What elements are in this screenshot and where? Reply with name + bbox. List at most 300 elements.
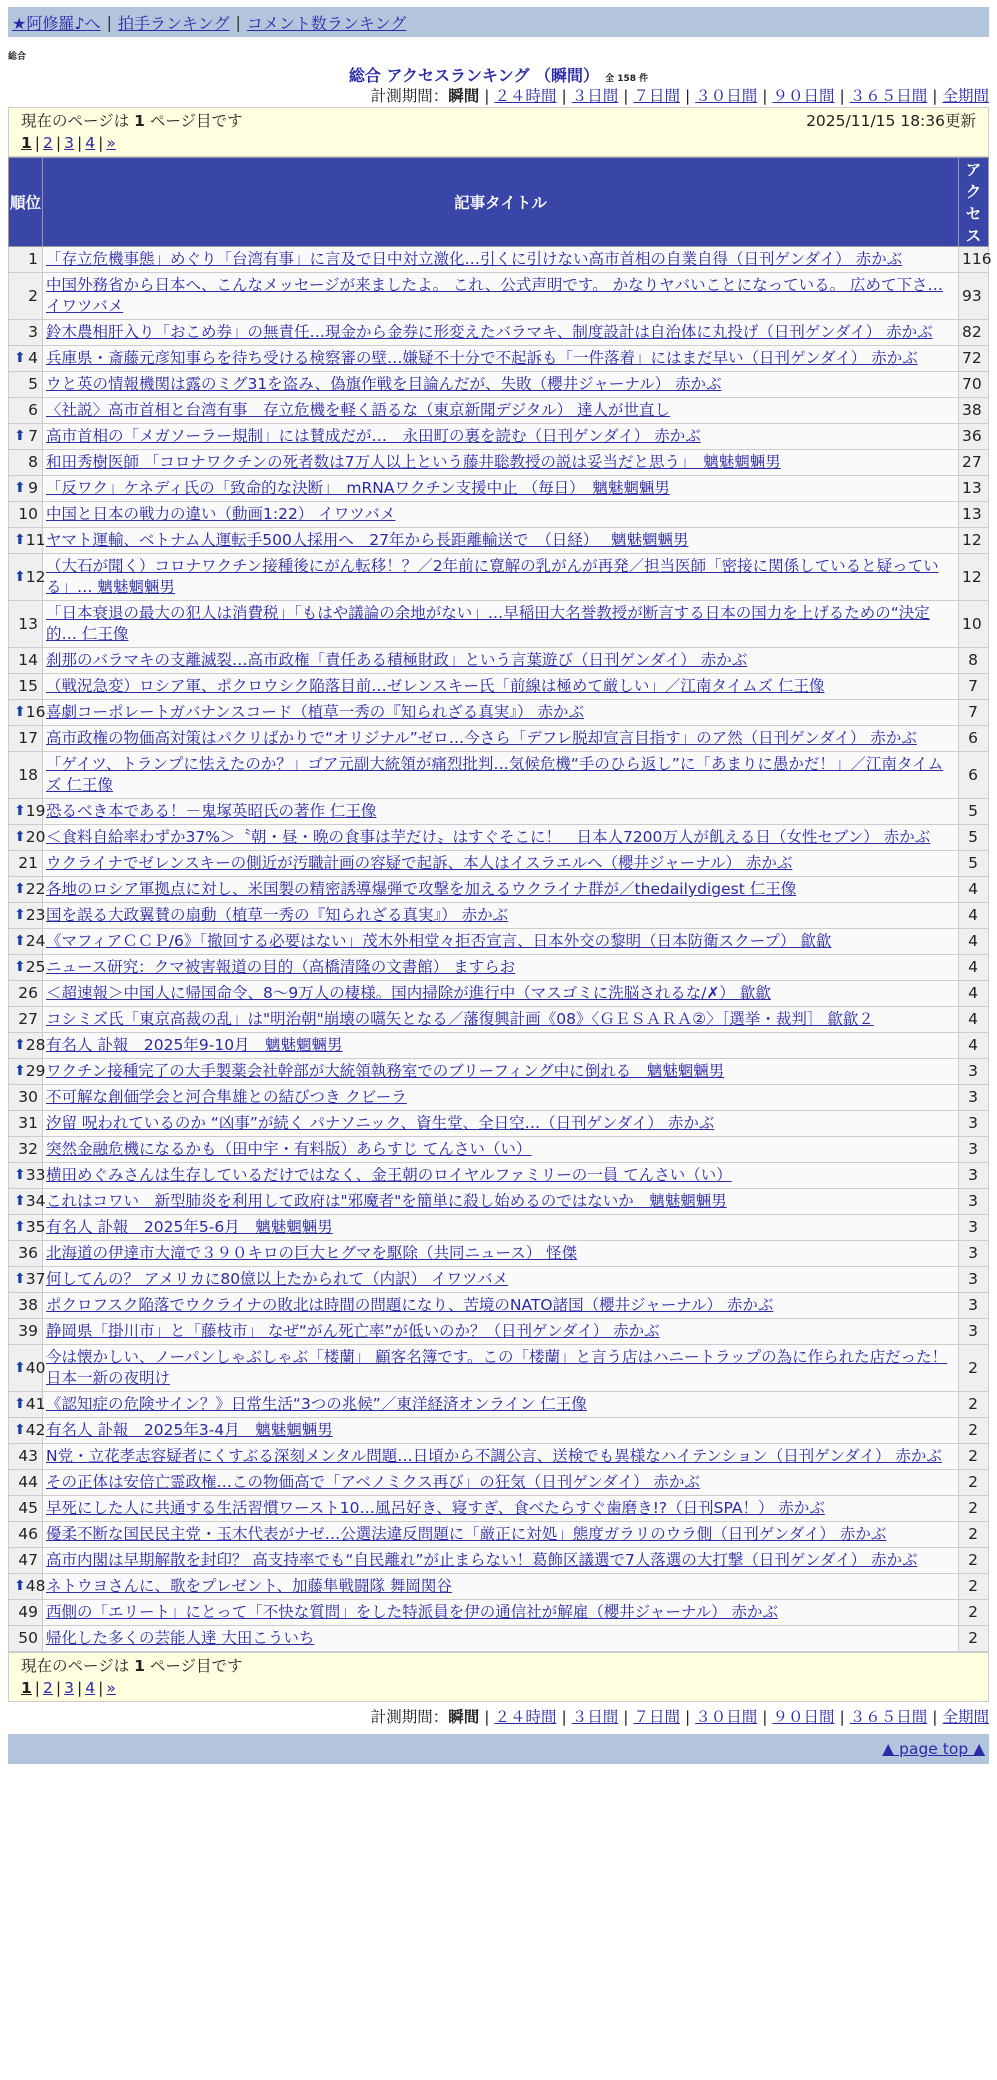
rank-cell [9, 1522, 43, 1548]
article-link[interactable]: 恐るべき本である！－鬼塚英昭氏の著作 仁王像 [46, 802, 377, 820]
period-option[interactable]: ３日間 [571, 1708, 619, 1726]
title-cell [43, 1496, 959, 1522]
table-row [9, 554, 989, 601]
title-cell [43, 726, 959, 752]
arrow-up-icon: ⬆ [14, 907, 26, 923]
title-cell [43, 825, 959, 851]
title-cell [43, 674, 959, 700]
access-count: 2 [959, 1345, 989, 1392]
access-count: 72 [959, 346, 989, 372]
article-link[interactable]: 北海道の伊達市大滝で３９０キロの巨大ヒグマを駆除（共同ニュース） 怪傑 [46, 1244, 578, 1262]
bottom-bar [8, 1734, 989, 1764]
title-cell [43, 1033, 959, 1059]
access-count: 5 [959, 851, 989, 877]
nav-clap-ranking-link[interactable]: 拍手ランキング [117, 13, 230, 33]
access-count: 3 [959, 1189, 989, 1215]
rank-cell [9, 502, 43, 528]
rank-number: 41 [25, 1395, 46, 1413]
rank-number: 10 [18, 505, 38, 523]
page-separator: | [98, 1679, 104, 1697]
rank-number: 43 [18, 1447, 38, 1465]
rank-cell [9, 955, 46, 981]
title-cell [43, 1470, 959, 1496]
page-link[interactable]: 4 [85, 1679, 96, 1697]
period-selector [8, 1702, 989, 1728]
table-row [9, 1111, 989, 1137]
period-option[interactable]: ９０日間 [772, 87, 835, 105]
nav-separator: | [235, 12, 241, 32]
article-link[interactable]: 鈴木農相肝入り「おこめ券」の無責任…現金から金券に形変えたバラマキ、制度設計は自治体に丸投げ（日刊ゲンダイ） 赤かぶ [46, 323, 933, 341]
title-cell [43, 1293, 959, 1319]
title-cell [43, 851, 959, 877]
table-row [9, 247, 989, 273]
rank-number: 27 [18, 1010, 38, 1028]
rank-number: 30 [18, 1088, 38, 1106]
table-row [9, 320, 989, 346]
access-count: 12 [959, 554, 989, 601]
header-rank: 順位 [9, 158, 43, 247]
access-count: 6 [959, 752, 989, 799]
article-link[interactable]: 「ゲイツ、トランプに怯えたのか？」ゴア元副大統領が痛烈批判…気候危機“手のひら返し”に「あまりに愚かだ！」／江南タイムズ 仁王像 [46, 755, 944, 794]
title-cell [43, 273, 959, 320]
rank-number: 8 [28, 453, 38, 471]
table-row [9, 502, 989, 528]
arrow-up-icon: ⬆ [14, 568, 26, 585]
arrow-up-icon: ⬆ [14, 480, 26, 496]
rank-cell [9, 877, 46, 903]
title-cell [43, 903, 959, 929]
article-link[interactable]: その正体は安倍亡霊政権…この物価高で「アベノミクス再び」の狂気（日刊ゲンダイ） 赤かぶ [46, 1473, 700, 1491]
rank-cell [9, 1496, 43, 1522]
page-separator: | [77, 134, 83, 152]
title-cell [43, 1319, 959, 1345]
access-count: 4 [959, 981, 989, 1007]
table-row [9, 955, 989, 981]
nav-separator: | [106, 12, 112, 32]
rank-number: 44 [18, 1473, 38, 1491]
table-row [9, 398, 989, 424]
rank-number: 24 [25, 932, 46, 950]
rank-number: 48 [25, 1577, 46, 1595]
title-cell [43, 528, 959, 554]
rank-cell [9, 903, 46, 929]
table-row [9, 799, 989, 825]
nav-comment-ranking-link[interactable]: コメント数ランキング [246, 13, 407, 33]
rank-cell [9, 247, 43, 273]
article-link[interactable]: 高市首相の「メガソーラー規制」には賛成だが… 永田町の裏を読む（日刊ゲンダイ） 赤かぶ [46, 427, 701, 445]
page-title: 総合 アクセスランキング （瞬間） [348, 66, 600, 85]
access-count: 4 [959, 1033, 989, 1059]
rank-cell [9, 929, 46, 955]
rank-cell [9, 1600, 43, 1626]
pagination [21, 132, 976, 154]
table-row [9, 648, 989, 674]
rank-cell [9, 1574, 46, 1600]
article-link[interactable]: ウと英の情報機関は露のミグ31を盗み、偽旗作戦を目論んだが、失敗（櫻井ジャーナル） 赤かぶ [46, 375, 722, 393]
rank-number: 15 [18, 677, 38, 695]
title-cell [43, 1215, 959, 1241]
title-cell [43, 1189, 959, 1215]
rank-number: 25 [25, 958, 46, 976]
current-page-text: 現在のページは 1 ページ目です [21, 1657, 243, 1675]
rank-number: 36 [18, 1244, 38, 1262]
access-count: 2 [959, 1522, 989, 1548]
period-separator: | [484, 1708, 490, 1726]
article-link[interactable]: ネトウヨさんに、歌をプレゼント、加藤隼戦闘隊 舞岡関谷 [46, 1577, 452, 1595]
rank-number: 49 [18, 1603, 38, 1621]
article-link[interactable]: ワクチン接種完了の大手製薬会社幹部が大統領執務室でのブリーフィング中に倒れる 魑魅魍魎男 [46, 1062, 725, 1080]
article-link[interactable]: 刹那のバラマキの支離滅裂…高市政権「責任ある積極財政」という言葉遊び（日刊ゲンダイ） 赤かぶ [46, 651, 748, 669]
table-row [9, 346, 989, 372]
table-row [9, 1418, 989, 1444]
arrow-up-icon: ⬆ [14, 428, 26, 444]
access-count: 2 [959, 1496, 989, 1522]
title-cell [43, 1007, 959, 1033]
arrow-up-icon: ⬆ [14, 1037, 26, 1053]
article-link[interactable]: 中国と日本の戦力の違い（動画1:22） イワツバメ [46, 505, 396, 523]
period-option[interactable]: ７日間 [633, 87, 680, 105]
article-link[interactable]: 〈社説〉高市首相と台湾有事 存立危機を軽く語るな（東京新聞デジタル） 達人が世直し [46, 401, 671, 419]
updated-timestamp: 2025/11/15 18:36更新 [806, 112, 976, 130]
article-link[interactable]: 和田秀樹医師 「コロナワクチンの死者数は7万人以上という藤井聡教授の説は妥当だと思う」 魑魅魍魎男 [46, 453, 781, 471]
article-link[interactable]: これはコワい 新型肺炎を利用して政府は"邪魔者"を簡単に殺し始めるのではないか 魑魅魍魎男 [46, 1192, 727, 1210]
rank-cell [9, 320, 43, 346]
table-row [9, 700, 989, 726]
rank-number: 4 [28, 349, 38, 367]
article-link[interactable]: 有名人 訃報 2025年9-10月 魑魅魍魎男 [46, 1036, 343, 1054]
rank-cell [9, 1241, 43, 1267]
title-cell [43, 1522, 959, 1548]
title-cell [43, 372, 959, 398]
access-count: 3 [959, 1163, 989, 1189]
article-link[interactable]: 優柔不断な国民民主党・玉木代表がナゼ…公選法違反問題に「厳正に対処」態度ガラリのウラ側（日刊ゲンダイ） 赤かぶ [46, 1525, 887, 1543]
article-link[interactable]: ＜超速報＞中国人に帰国命令、8～9万人の棲様。国内掃除が進行中（マスゴミに洗脳されるな/✗） 歙歙 [46, 984, 771, 1002]
period-selector [8, 85, 989, 107]
access-count: 3 [959, 1293, 989, 1319]
table-row [9, 1137, 989, 1163]
page-link[interactable]: 2 [43, 134, 53, 152]
period-label: 計測期間： [370, 87, 449, 105]
page-link[interactable]: 3 [64, 1679, 75, 1697]
article-link[interactable]: 各地のロシア軍拠点に対し、米国製の精密誘導爆弾で攻撃を加えるウクライナ群が／thedailydigest 仁王像 [46, 880, 797, 898]
rank-cell [9, 1392, 46, 1418]
access-count: 70 [959, 372, 989, 398]
rank-cell [9, 1470, 43, 1496]
article-link[interactable]: 「日本衰退の最大の犯人は消費税」「もはや議論の余地がない」…早稲田大名誉教授が断言する日本の国力を上げるための“決定的… 仁王像 [46, 604, 930, 643]
rank-number: 2 [28, 286, 38, 305]
article-link[interactable]: 早死にした人に共通する生活習慣ワースト10…風呂好き、寝すぎ、食べたらすぐ歯磨き!?（日刊SPA！） 赤かぶ [46, 1499, 825, 1517]
rank-number: 34 [25, 1192, 46, 1210]
rank-cell [9, 450, 43, 476]
access-count: 4 [959, 1007, 989, 1033]
rank-number: 14 [18, 651, 38, 669]
access-count: 3 [959, 1319, 989, 1345]
rank-cell [9, 1345, 46, 1392]
table-row [9, 273, 989, 320]
period-option[interactable]: ２４時間 [494, 87, 557, 105]
rank-number: 16 [25, 703, 46, 721]
title-cell [43, 648, 959, 674]
page-info-top [8, 107, 989, 157]
header-access: アクセス [959, 158, 989, 247]
article-link[interactable]: 帰化した多くの芸能人達 大田こういち [46, 1629, 315, 1647]
period-separator: | [685, 1708, 691, 1726]
article-link[interactable]: ウクライナでゼレンスキーの側近が汚職計画の容疑で起訴、本人はイスラエルへ（櫻井ジャーナル） 赤かぶ [46, 854, 793, 872]
rank-number: 21 [18, 854, 38, 872]
period-separator: | [561, 1708, 567, 1726]
rank-cell [9, 851, 43, 877]
rank-cell [9, 799, 46, 825]
arrow-up-icon: ⬆ [14, 1359, 26, 1376]
table-row [9, 1007, 989, 1033]
page-info-bottom [8, 1652, 989, 1702]
rank-number: 1 [28, 250, 38, 268]
rank-cell [9, 1059, 46, 1085]
rank-number: 22 [25, 880, 46, 898]
page-current: 1 [21, 134, 32, 152]
access-count: 7 [959, 700, 989, 726]
table-row [9, 903, 989, 929]
access-count: 5 [959, 799, 989, 825]
rank-number: 17 [18, 729, 38, 747]
article-link[interactable]: 喜劇コーポレートガバナンスコード（植草一秀の『知られざる真実』） 赤かぶ [46, 703, 584, 721]
pagination [21, 1677, 976, 1699]
header-title: 記事タイトル [43, 158, 959, 247]
article-link[interactable]: （大石が聞く）コロナワクチン接種後にがん転移！？／2年前に寛解の乳がんが再発／担当医師「密接に関係していると疑っている」… 魑魅魍魎男 [46, 557, 939, 596]
title-cell [43, 346, 959, 372]
page-separator: | [34, 1679, 41, 1697]
rank-number: 6 [28, 401, 38, 419]
table-row [9, 825, 989, 851]
title-cell [43, 929, 959, 955]
access-count: 82 [959, 320, 989, 346]
table-row [9, 1085, 989, 1111]
period-option[interactable]: ３日間 [571, 87, 619, 105]
arrow-up-icon: ⬆ [14, 350, 26, 366]
article-link[interactable]: 汐留 呪われているのか “凶事”が続く パナソニック、資生堂、全日空…（日刊ゲンダイ） 赤かぶ [46, 1114, 715, 1132]
access-count: 3 [959, 1111, 989, 1137]
title-cell [43, 1574, 959, 1600]
rank-cell [9, 1293, 43, 1319]
table-row [9, 1241, 989, 1267]
access-count: 2 [959, 1470, 989, 1496]
access-count: 116 [959, 247, 989, 273]
rank-cell [9, 1444, 43, 1470]
arrow-up-icon: ⬆ [14, 881, 26, 897]
page-link[interactable]: 3 [64, 134, 75, 152]
access-count: 2 [959, 1444, 989, 1470]
article-link[interactable]: 有名人 訃報 2025年5-6月 魑魅魍魎男 [46, 1218, 333, 1236]
title-cell [43, 320, 959, 346]
title-cell [43, 450, 959, 476]
rank-cell [9, 1418, 46, 1444]
title-cell [43, 247, 959, 273]
rank-number: 9 [28, 479, 38, 497]
period-option[interactable]: ３０日間 [695, 87, 758, 105]
article-link[interactable]: 「存立危機事態」めぐり「台湾有事」に言及で日中対立激化…引くに引けない高市首相の自業自得（日刊ゲンダイ） 赤かぶ [46, 250, 903, 268]
period-option[interactable]: ９０日間 [772, 1708, 835, 1726]
table-row [9, 450, 989, 476]
access-count: 8 [959, 648, 989, 674]
rank-cell [9, 273, 43, 320]
arrow-up-icon: ⬆ [14, 532, 26, 548]
article-link[interactable]: 静岡県「掛川市」と「藤枝市」 なぜ“がん死亡率”が低いのか？（日刊ゲンダイ） 赤かぶ [46, 1322, 660, 1340]
page-next-link[interactable]: » [106, 1679, 116, 1697]
arrow-up-icon: ⬆ [14, 803, 26, 819]
period-option[interactable]: 全期間 [942, 87, 989, 105]
title-cell [43, 799, 959, 825]
rank-cell [9, 1626, 43, 1652]
rank-number: 5 [28, 375, 38, 393]
title-cell [43, 502, 959, 528]
article-link[interactable]: 有名人 訃報 2025年3-4月 魑魅魍魎男 [46, 1421, 333, 1439]
rank-number: 42 [25, 1421, 46, 1439]
title-cell [43, 955, 959, 981]
access-count: 4 [959, 955, 989, 981]
table-row [9, 372, 989, 398]
rank-cell [9, 1007, 43, 1033]
title-cell [43, 601, 959, 648]
rank-cell [9, 981, 43, 1007]
rank-number: 18 [18, 765, 38, 784]
title-cell [43, 424, 959, 450]
rank-number: 23 [25, 906, 46, 924]
article-link[interactable]: 西側の「エリート」にとって「不快な質問」をした特派員を伊の通信社が解雇（櫻井ジャーナル） 赤かぶ [46, 1603, 779, 1621]
page-link[interactable]: 4 [85, 134, 96, 152]
current-page-text: 現在のページは 1 ページ目です [21, 112, 243, 130]
table-row [9, 1059, 989, 1085]
article-link[interactable]: ニュース研究：クマ被害報道の目的（高橋清隆の文書館） ますらお [46, 958, 516, 976]
period-separator: | [484, 87, 490, 105]
title-cell [43, 1600, 959, 1626]
nav-home-link[interactable]: ★阿修羅♪へ [12, 13, 101, 33]
rank-cell [9, 1548, 43, 1574]
table-row [9, 1189, 989, 1215]
article-link[interactable]: 《マフィアＣＣＰ/6》「撤回する必要はない」茂木外相堂々拒否宣言、日本外交の黎明（日本防衛スクープ） 歙歙 [46, 932, 832, 950]
total-count: 全 158 件 [605, 74, 649, 84]
board-label: 総合 [8, 52, 27, 62]
top-nav-bar [8, 7, 989, 37]
article-link[interactable]: 中国外務省から日本へ、こんなメッセージが来ましたよ。 これ、公式声明です。 かなりヤバいことになっている。 広めて下さ… イワツバメ [46, 276, 944, 315]
table-row [9, 1496, 989, 1522]
access-count: 12 [959, 528, 989, 554]
arrow-up-icon: ⬆ [14, 1219, 26, 1235]
article-link[interactable]: 横田めぐみさんは生存しているだけではなく、金王朝のロイヤルファミリーの一員 てんさい（い） [46, 1166, 732, 1184]
page-link[interactable]: 2 [43, 1679, 53, 1697]
table-row [9, 1548, 989, 1574]
period-option[interactable]: ３６５日間 [849, 87, 928, 105]
article-link[interactable]: 不可解な創価学会と河合隼雄との結びつき クビーラ [46, 1088, 407, 1106]
access-count: 13 [959, 502, 989, 528]
rank-cell [9, 752, 43, 799]
article-link[interactable]: コシミズ氏「東京高裁の乱」は"明治朝"崩壊の嚆矢となる／藩復興計画《08》〈ＧＥＳＡＲＡ②〉［選挙・裁判］ 歙歙２ [46, 1010, 874, 1028]
rank-number: 7 [28, 427, 38, 445]
article-link[interactable]: 《認知症の危険サイン？》日常生活“3つの兆候”／東洋経済オンライン 仁王像 [46, 1395, 587, 1413]
access-count: 93 [959, 273, 989, 320]
arrow-up-icon: ⬆ [14, 959, 26, 975]
table-row [9, 877, 989, 903]
arrow-up-icon: ⬆ [14, 1422, 26, 1438]
article-link[interactable]: N党・立花孝志容疑者にくすぶる深刻メンタル問題…日頃から不調公言、送検でも異様なハイテンション（日刊ゲンダイ） 赤かぶ [46, 1447, 942, 1465]
rank-number: 28 [25, 1036, 46, 1054]
article-link[interactable]: 突然金融危機になるかも（田中宇・有料版）あらすじ てんさい（い） [46, 1140, 532, 1158]
rank-number: 50 [18, 1629, 38, 1647]
access-count: 3 [959, 1215, 989, 1241]
access-count: 4 [959, 903, 989, 929]
article-link[interactable]: 高市内閣は早期解散を封印？ 高支持率でも“自民離れ”が止まらない！葛飾区議選で7人落選の大打撃（日刊ゲンダイ） 赤かぶ [46, 1551, 918, 1569]
page-top-link[interactable]: ▲ page top ▲ [882, 1740, 985, 1758]
access-count: 38 [959, 398, 989, 424]
access-count: 36 [959, 424, 989, 450]
access-count: 13 [959, 476, 989, 502]
period-option[interactable]: ３６５日間 [849, 1708, 928, 1726]
title-cell [43, 1241, 959, 1267]
rank-cell [9, 726, 43, 752]
article-link[interactable]: ＜食料自給率わずか37%＞〝朝・昼・晩の食事は芋だけ〟はすぐそこに！ 日本人7200万人が飢える日（女性セブン） 赤かぶ [46, 828, 931, 846]
title-cell [43, 1444, 959, 1470]
table-row [9, 601, 989, 648]
period-option[interactable]: ２４時間 [494, 1708, 557, 1726]
arrow-up-icon: ⬆ [14, 1193, 26, 1209]
period-option: 瞬間 [448, 87, 480, 105]
rank-cell [9, 528, 46, 554]
arrow-up-icon: ⬆ [14, 1063, 26, 1079]
article-link[interactable]: 何してんの？ アメリカに80億以上たかられて（内訳） イワツバメ [46, 1270, 509, 1288]
title-cell [43, 1111, 959, 1137]
rank-cell [9, 346, 43, 372]
title-cell [43, 1548, 959, 1574]
period-separator: | [561, 87, 567, 105]
article-link[interactable]: ポクロフスク陥落でウクライナの敗北は時間の問題になり、苦境のNATO諸国（櫻井ジャーナル） 赤かぶ [46, 1296, 774, 1314]
rank-cell [9, 1319, 43, 1345]
article-link[interactable]: 「反ワク」ケネディ氏の「致命的な決断」 mRNAワクチン支援中止 （毎日） 魑魅魍魎男 [46, 479, 670, 497]
rank-cell [9, 1189, 46, 1215]
period-option[interactable]: 全期間 [942, 1708, 989, 1726]
table-row [9, 726, 989, 752]
period-separator: | [762, 1708, 768, 1726]
title-cell [43, 877, 959, 903]
table-row [9, 1626, 989, 1652]
article-link[interactable]: （戦況急変）ロシア軍、ポクロウシク陥落目前…ゼレンスキー氏「前線は極めて厳しい」／江南タイムズ 仁王像 [46, 677, 825, 695]
title-cell [43, 554, 959, 601]
arrow-up-icon: ⬆ [14, 1396, 26, 1412]
title-cell [43, 1267, 959, 1293]
article-link[interactable]: 国を誤る大政翼賛の扇動（植草一秀の『知られざる真実』） 赤かぶ [46, 906, 509, 924]
period-option[interactable]: ３０日間 [695, 1708, 758, 1726]
access-count: 27 [959, 450, 989, 476]
article-link[interactable]: 今は懐かしい、ノーパンしゃぶしゃぶ「楼蘭」 顧客名簿です。この「楼蘭」と言う店はハニートラップの為に作られた店だった！ 日本一新の夜明け [46, 1348, 948, 1387]
rank-cell [9, 1215, 46, 1241]
article-link[interactable]: 兵庫県・斎藤元彦知事らを待ち受ける検察審の壁…嫌疑不十分で不起訴も「一件落着」にはまだ早い（日刊ゲンダイ） 赤かぶ [46, 349, 918, 367]
article-link[interactable]: 高市政権の物価高対策はパクリばかりで“オリジナル”ゼロ…今さら「デフレ脱却宣言目指す」のア然（日刊ゲンダイ） 赤かぶ [46, 729, 917, 747]
table-row [9, 528, 989, 554]
table-row [9, 1163, 989, 1189]
table-row [9, 1522, 989, 1548]
table-row [9, 752, 989, 799]
title-cell [43, 1392, 959, 1418]
page-next-link[interactable]: » [106, 134, 116, 152]
article-link[interactable]: ヤマト運輸、ベトナム人運転手500人採用へ 27年から長距離輸送で （日経） 魑魅魍魎男 [46, 531, 689, 549]
access-count: 3 [959, 1241, 989, 1267]
rank-cell [9, 700, 46, 726]
rank-cell [9, 1085, 43, 1111]
period-option[interactable]: ７日間 [633, 1708, 680, 1726]
rank-cell [9, 1111, 43, 1137]
rank-cell [9, 601, 43, 648]
rank-number: 11 [25, 531, 46, 549]
title-cell [43, 1059, 959, 1085]
arrow-up-icon: ⬆ [14, 1167, 26, 1183]
